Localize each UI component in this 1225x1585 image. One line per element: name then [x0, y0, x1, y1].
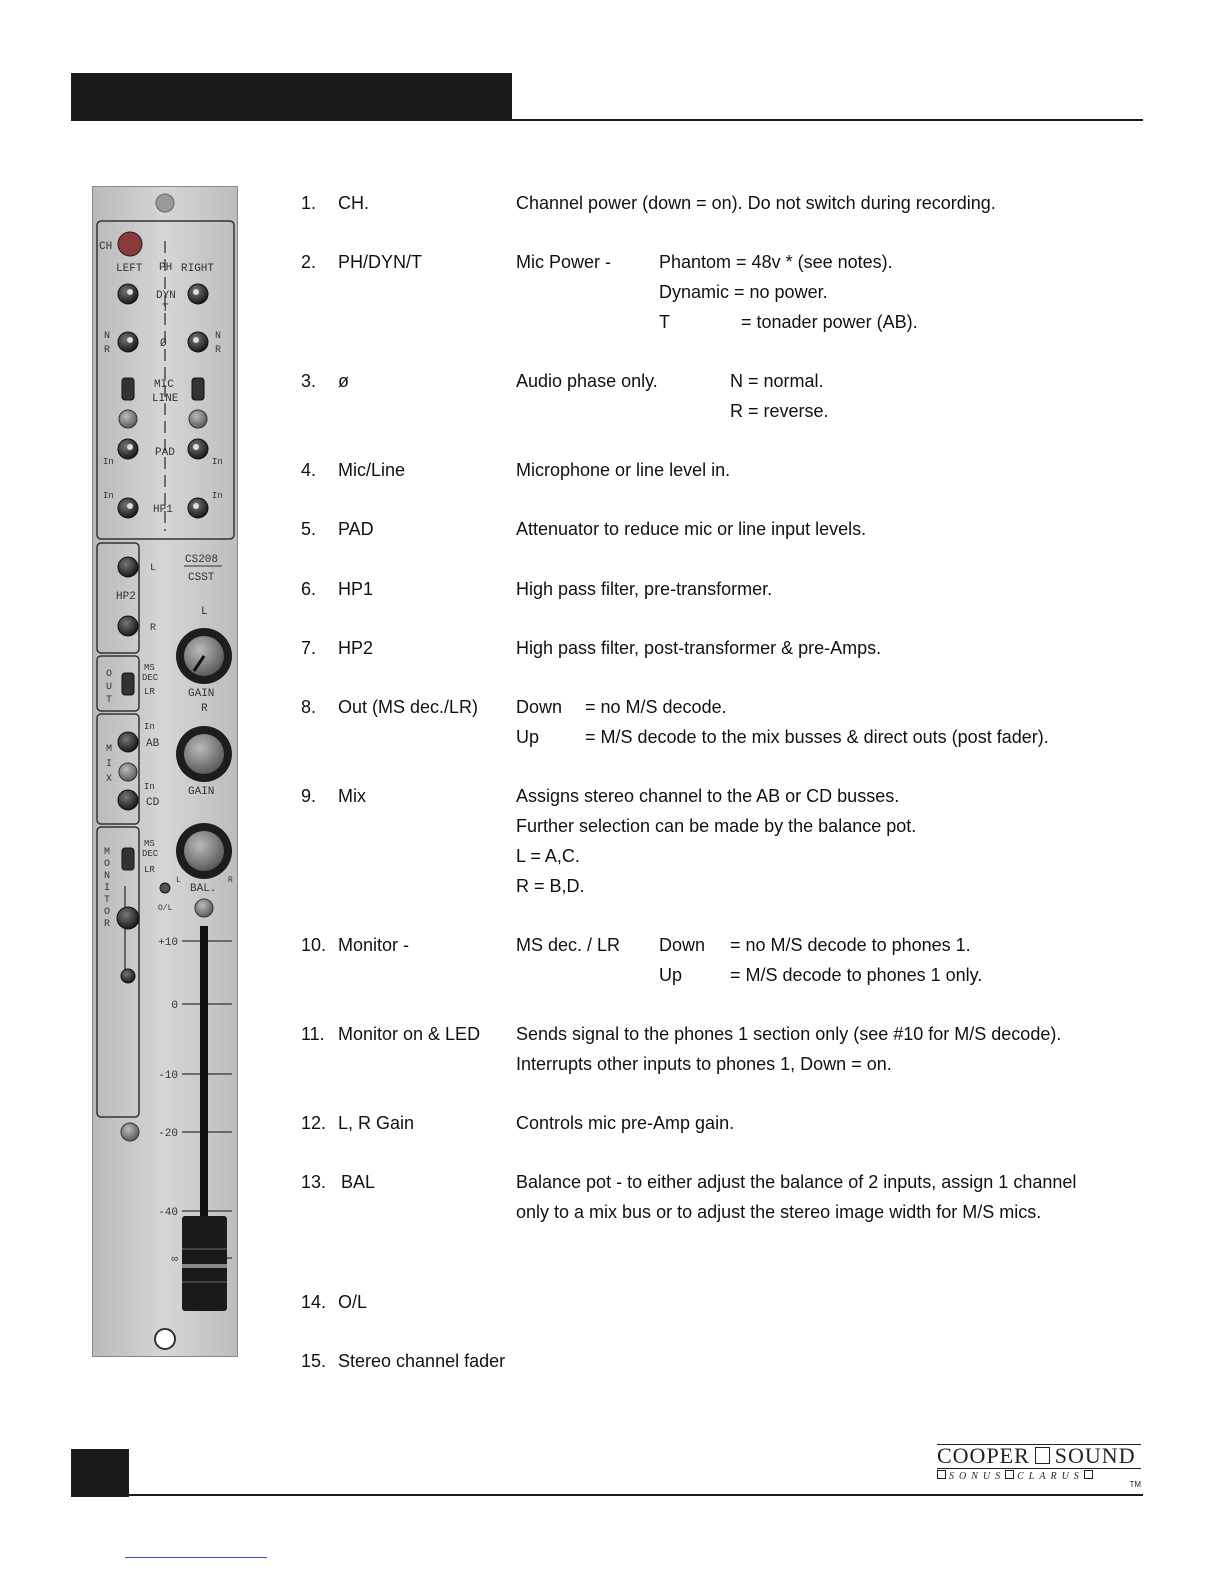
svg-text:M: M [106, 744, 113, 755]
fader-slot [200, 926, 208, 1226]
label-n-left: N [104, 331, 111, 342]
label-ch: CH [99, 241, 113, 253]
item-number: 9. [301, 786, 317, 806]
item-desc: Sends signal to the phones 1 section only (see #10 for M/S decode). [516, 1024, 1062, 1044]
header-rule [512, 119, 1143, 121]
item-number: 4. [301, 460, 317, 480]
item-label: Stereo channel fader [338, 1351, 506, 1371]
item-sub: Interrupts other inputs to phones 1, Down = on. [516, 1054, 892, 1074]
label-in-6: In [144, 782, 155, 792]
item-desc: Microphone or line level in. [516, 460, 731, 480]
monitor-slide [122, 848, 134, 870]
item-number: 14. [301, 1292, 327, 1312]
item-sub: = no M/S decode. [585, 697, 727, 717]
svg-text:N: N [104, 871, 111, 882]
label-out-t: T [106, 695, 113, 706]
scale-0: 0 [171, 1000, 178, 1012]
svg-text:R: R [104, 919, 111, 930]
label-out-lr: LR [144, 687, 155, 697]
item-desc: MS dec. / LR [516, 935, 621, 955]
label-bal-l: L [176, 876, 181, 885]
logo-square-icon [1035, 1447, 1050, 1464]
label-right: RIGHT [181, 263, 215, 275]
item-desc: Attenuator to reduce mic or line input levels. [516, 519, 867, 539]
label-hp1: HP1 [153, 504, 173, 516]
svg-text:M: M [104, 847, 111, 858]
svg-text:O: O [104, 907, 111, 918]
item-label: PH/DYN/T [338, 252, 423, 272]
scale-minus10: -10 [158, 1070, 178, 1082]
label-mon-dec: DEC [142, 849, 159, 859]
item-label: Monitor on & LED [338, 1024, 481, 1044]
label-gain-1: GAIN [188, 688, 215, 700]
label-in-5: In [144, 722, 155, 732]
item-desc: High pass filter, post-transformer & pre-Amps. [516, 638, 882, 658]
item-sub: Further selection can be made by the balance pot. [516, 816, 917, 836]
label-ph: PH [159, 262, 173, 274]
svg-text:I: I [104, 883, 111, 894]
item-sub: Up [516, 727, 540, 747]
label-mix-cd: CD [146, 797, 160, 809]
item-number: 10. [301, 935, 327, 955]
label-hp2-r: R [150, 623, 157, 634]
item-label: L, R Gain [338, 1113, 415, 1133]
monitor-button [117, 907, 139, 929]
item-sub: = M/S decode to phones 1 only. [730, 965, 983, 985]
item-number: 6. [301, 579, 317, 599]
item-desc: Down [516, 697, 563, 717]
item-desc: Channel power (down = on). Do not switch during recording. [516, 193, 996, 213]
item-label: O/L [338, 1292, 368, 1312]
item-label: Mic/Line [338, 460, 406, 480]
item-sub: L = A,C. [516, 846, 580, 866]
label-mon-lr: LR [144, 865, 155, 875]
svg-text:T: T [104, 895, 111, 906]
logo-rule [937, 1468, 1141, 1469]
item-sub: T [659, 312, 670, 332]
label-bal-r: R [228, 876, 233, 885]
ol-led [160, 883, 170, 893]
item-label: PAD [338, 519, 374, 539]
logo-sub1: SONUS [949, 1471, 1006, 1482]
header-bar [71, 73, 512, 121]
logo-trademark: TM [1129, 1480, 1141, 1489]
fader-knob [182, 1216, 227, 1311]
item-sub: Down [659, 935, 706, 955]
label-in-2: In [212, 457, 223, 467]
item-label: Monitor - [338, 935, 410, 955]
item-sub: = tonader power (AB). [741, 312, 918, 332]
label-r-right: R [215, 345, 222, 356]
label-in-3: In [103, 491, 114, 501]
label-r-left: R [104, 345, 111, 356]
item-desc: Mic Power - [516, 252, 612, 272]
item-number: 15. [301, 1351, 327, 1371]
item-number: 1. [301, 193, 317, 213]
logo-wordmark [937, 1444, 1141, 1467]
item-number: 12. [301, 1113, 327, 1133]
channel-strip-photo [92, 186, 238, 1357]
label-out-o: O [106, 669, 113, 680]
label-gain-2: GAIN [188, 786, 215, 798]
item-label: HP2 [338, 638, 374, 658]
out-slide [122, 673, 134, 695]
logo-small-square-icon [937, 1470, 946, 1479]
logo-word2: SOUND [1054, 1443, 1136, 1468]
item-label: Mix [338, 786, 366, 806]
label-hp2: HP2 [116, 591, 136, 603]
label-in-4: In [212, 491, 223, 501]
item-label: HP1 [338, 579, 374, 599]
item-label: CH. [338, 193, 369, 213]
item-number: 3. [301, 371, 317, 391]
label-gain-r-letter: R [201, 703, 208, 715]
label-gain-l-letter: L [201, 606, 208, 618]
label-n-right: N [215, 331, 222, 342]
gain-knob-r [176, 726, 232, 782]
footer-link-underline [125, 1557, 267, 1558]
label-left: LEFT [116, 263, 143, 275]
label-bal: BAL. [190, 883, 217, 895]
label-hp2-l: L [150, 563, 157, 574]
cooper-sound-logo [937, 1443, 1141, 1489]
svg-text:I: I [106, 759, 113, 770]
monitor-led [121, 969, 135, 983]
label-out-u: U [106, 682, 113, 693]
scale-plus10: +10 [158, 937, 178, 949]
label-mic: MIC [154, 379, 174, 391]
footer-rule [129, 1494, 1143, 1496]
label-pad: PAD [155, 447, 175, 459]
item-number: 5. [301, 519, 317, 539]
label-out-dec: DEC [142, 673, 159, 683]
gain-knob-l [176, 628, 232, 684]
item-number: 11. [301, 1024, 325, 1044]
logo-word1: COOPER [937, 1443, 1030, 1468]
label-model2: CSST [188, 572, 215, 584]
item-label: BAL [341, 1172, 376, 1192]
ch-button [118, 232, 142, 256]
label-mix-ab: AB [146, 738, 160, 750]
label-model: CS208 [185, 554, 219, 566]
item-sub: = M/S decode to the mix busses & direct outs (post fader). [585, 727, 1049, 747]
logo-tagline [937, 1470, 1141, 1483]
label-phase: Ø [160, 338, 167, 350]
logo-small-square-icon [1005, 1470, 1014, 1479]
item-sub: R = B,D. [516, 876, 585, 896]
item-desc: Controls mic pre-Amp gain. [516, 1113, 735, 1133]
item-desc: Balance pot - to either adjust the balance of 2 inputs, assign 1 channel [516, 1172, 1077, 1192]
item-number: 8. [301, 697, 317, 717]
item-sub: = no M/S decode to phones 1. [730, 935, 971, 955]
svg-text:O: O [104, 859, 111, 870]
item-sub: Dynamic = no power. [659, 282, 828, 302]
item-sub: Up [659, 965, 683, 985]
item-sub: N = normal. [730, 371, 824, 391]
item-label: ø [338, 371, 349, 391]
item-sub: only to a mix bus or to adjust the stereo image width for M/S mics. [516, 1202, 1042, 1222]
bal-knob [176, 823, 232, 879]
footer-page-block [71, 1449, 129, 1497]
item-label: Out (MS dec./LR) [338, 697, 479, 717]
item-desc: Audio phase only. [516, 371, 658, 391]
label-line: LINE [152, 393, 179, 405]
scale-minus40: -40 [158, 1207, 178, 1219]
label-t: T [162, 303, 169, 315]
scale-inf: ∞ [171, 1254, 178, 1266]
label-in-1: In [103, 457, 114, 467]
item-number: 2. [301, 252, 317, 272]
label-dyn: DYN [156, 290, 176, 302]
svg-text:X: X [106, 774, 113, 785]
item-desc: Assigns stereo channel to the AB or CD busses. [516, 786, 900, 806]
item-number: 13. [301, 1172, 327, 1192]
label-out-ms: MS [144, 663, 155, 673]
item-sub: R = reverse. [730, 401, 829, 421]
label-ol: O/L [158, 904, 173, 913]
item-number: 7. [301, 638, 317, 658]
logo-sub2: CLARUS [1017, 1471, 1084, 1482]
scale-minus20: -20 [158, 1128, 178, 1140]
item-desc: High pass filter, pre-transformer. [516, 579, 773, 599]
item-sub: Phantom = 48v * (see notes). [659, 252, 893, 272]
logo-small-square-icon [1084, 1470, 1093, 1479]
label-mon-ms: MS [144, 839, 155, 849]
